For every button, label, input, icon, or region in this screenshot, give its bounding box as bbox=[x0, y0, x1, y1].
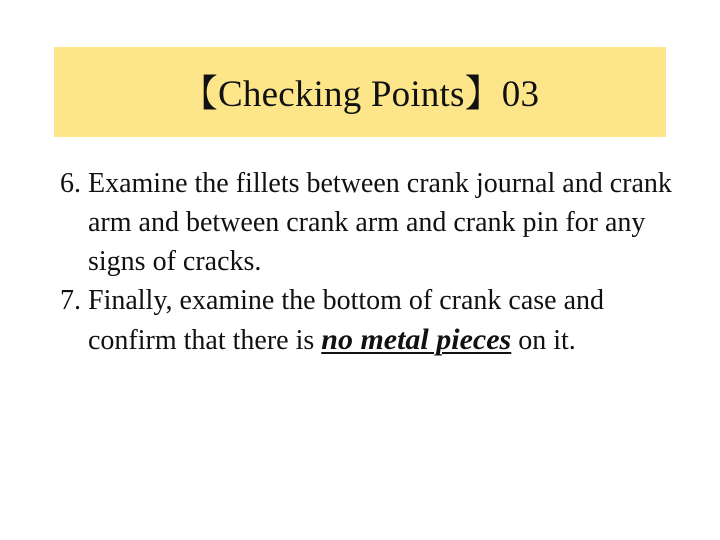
checklist bbox=[60, 164, 680, 360]
checklist-item-6 bbox=[60, 164, 680, 281]
emphasis-no-metal-pieces: no metal pieces bbox=[321, 323, 512, 356]
checklist-item-7-text: 7. Finally, examine the bottom of crank case and confirm that there is bbox=[60, 285, 605, 356]
slide-title: 【Checking Points】03 bbox=[180, 73, 540, 115]
checklist-item-6-text: 6. Examine the fillets between crank journal and crank arm and between crank arm and crank pin for any signs of cracks. bbox=[60, 168, 672, 277]
checklist-item-7 bbox=[60, 281, 680, 360]
title-banner bbox=[54, 47, 666, 137]
checklist-item-7-tail: on it. bbox=[511, 325, 576, 356]
